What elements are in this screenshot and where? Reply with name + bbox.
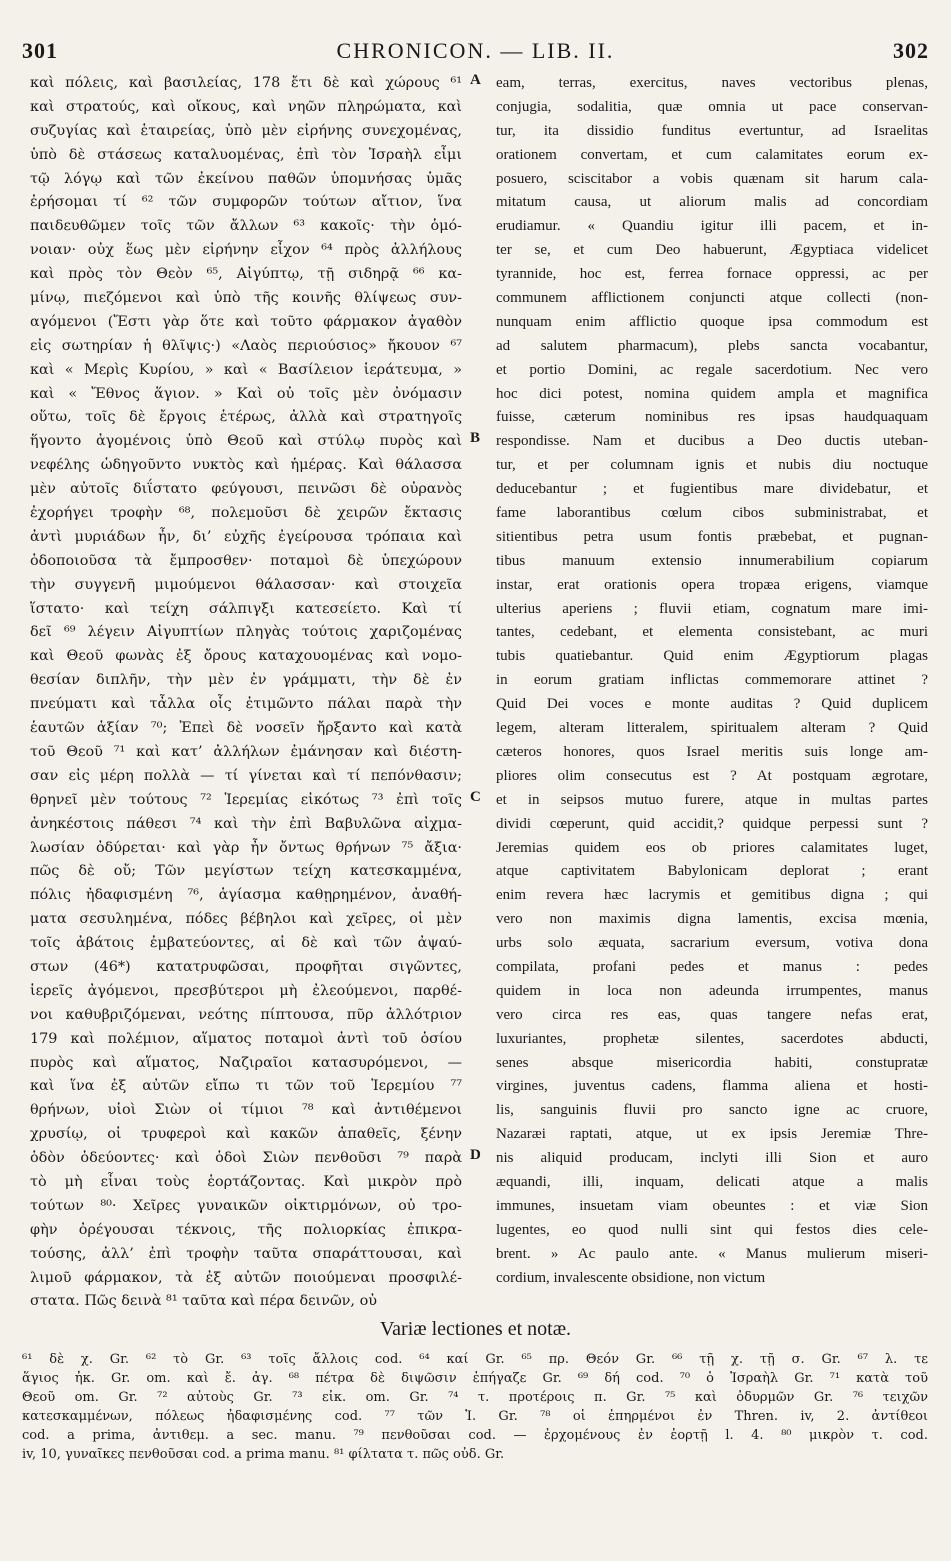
greek-text-line: ἐρήσομαι τί ⁶² τῶν συμφορῶν τούτων αἴτιον, ἵνα — [30, 194, 462, 211]
page-header — [22, 38, 929, 68]
latin-text-line: communem afflictionem conjuncti atque collecti (non- — [496, 290, 928, 307]
latin-text-line: pliores olim consecutus est ? At postquam ægrotare, — [496, 767, 928, 784]
greek-text-line: φὴν ὀρέγουσαι τέκνοις, τῆς πολιορκίας ἐπικρα- — [30, 1221, 462, 1238]
greek-text-line: λωσίαν ὀδύρεται· καὶ γὰρ ἦν ὄντως θρήνων ⁷⁵ ἄξια· — [30, 839, 462, 856]
greek-text-line: ματα σεσυλημένα, πόδες βέβηλοι καὶ χεῖρες, οἱ μὲν — [30, 911, 462, 928]
greek-text-line: 179 καὶ πολέμιον, αἵματος ποταμοὶ ἀντὶ τοῦ ὁσίου — [30, 1030, 462, 1047]
greek-text-line: ὁδοποιοῦσα τὰ ἔμπροσθεν· ποταμοὶ δὲ ὑπεχώρουν — [30, 552, 462, 569]
latin-text-line: sitientibus petra usum fontis præbebat, et pugnan- — [496, 528, 928, 545]
note-line: cod. a prima, ἀντιθεμ. a sec. manu. ⁷⁹ πενθοῦσαι cod. — ἐρχομένους ἐν ἑορτῇ l. 4. ⁸⁰ μικρὸν τ. cod. — [22, 1428, 928, 1443]
greek-text-line: εἰς σωτηρίαν ἡ θλῖψις·) «Λαὸς περιούσιος» ἤκουον ⁶⁷ — [30, 337, 462, 354]
greek-text-line: τοῖς ἀβάτοις ἐμβατεύοντες, αἱ δὲ καὶ τῶν ἀψαύ- — [30, 935, 462, 952]
left-page-number: 301 — [22, 38, 58, 63]
latin-text-line: atque captivitatem Babylonicam deplorat ; erant — [496, 863, 928, 880]
greek-text-line: λιμοῦ φάρμακον, τὰ ἐξ αὐτῶν ποιούμεναι προσφιλέ- — [30, 1269, 462, 1286]
latin-text-line: vero circa res eas, quas tangere nefas erat, — [496, 1006, 928, 1023]
note-line: Θεοῦ om. Gr. ⁷² αὐτοὺς Gr. ⁷³ εἰκ. om. Gr. ⁷⁴ τ. προτέροις π. Gr. ⁷⁵ καὶ ὀδυρμῶν Gr. ⁷⁶ τειχῶν — [22, 1390, 928, 1405]
greek-text-line: χρυσίῳ, οἱ τρυφεροὶ καὶ κακῶν ἀπαθεῖς, ξένην — [30, 1126, 462, 1143]
greek-text-line: μὲν αὐτοῖς διΐστατο φεύγουσι, πεινῶσι δὲ οὐρανὸς — [30, 481, 462, 498]
greek-text-line: τὸ μὴ εἶναι τοὺς ἑορτάζοντας. Καὶ μικρὸν πρὸ — [30, 1173, 462, 1190]
note-line: ⁶¹ δὲ χ. Gr. ⁶² τὸ Gr. ⁶³ τοῖς ἄλλοις cod. ⁶⁴ καί Gr. ⁶⁵ πρ. Θεόν Gr. ⁶⁶ τῇ χ. τῇ σ. Gr. ⁶⁷ λ. τε — [22, 1352, 928, 1367]
greek-text-line: ἥγοντο ἀγομένοις ὑπὸ Θεοῦ καὶ στύλῳ πυρὸς καὶ — [30, 433, 462, 450]
latin-text-line: cæteros honores, quos Israel meritis suis longe am- — [496, 743, 928, 760]
greek-text-line: τὴν συγγενῆ μιμούμενοι θάλασσαν· καὶ στοιχεῖα — [30, 576, 462, 593]
latin-text-line: urbs solo æquata, sacrarium eversum, votiva dona — [496, 935, 928, 952]
latin-text-line: lugentes, eo quod nulli sint qui festos dies cele- — [496, 1221, 928, 1238]
latin-text-line: orationem convertam, et cum calamitates eorum ex- — [496, 146, 928, 163]
greek-text-line: ἱερεῖς ἀγόμενοι, πρεσβύτεροι μὴ ἐλεούμενοι, παρθέ- — [30, 982, 462, 999]
greek-text-line: αγόμενοι (Ἔστι γὰρ ὅτε καὶ τοῦτο φάρμακον ἀγαθὸν — [30, 313, 462, 330]
greek-text-line: στατα. Πῶς δεινὰ ⁸¹ ταῦτα καὶ πέρα δεινῶν, οὐ — [30, 1293, 377, 1310]
greek-text-line: μίνῳ, πιεζόμενοι καὶ ὑπὸ τῆς κοινῆς θλίψεως συν- — [30, 290, 462, 307]
greek-text-line: τῷ λόγῳ καὶ τῶν ἐκείνου παθῶν ὑπομνήσας ὑμᾶς — [30, 170, 462, 187]
latin-text-line: cordium, invalescente obsidione, non victum — [496, 1269, 766, 1286]
latin-text-line: æquandi, illi, inquam, delicati atque a malis — [496, 1173, 928, 1190]
latin-text-line: in eorum gratiam inflictas commemorare attinet ? — [496, 672, 928, 689]
latin-text-line: immunes, insuetam viam obeuntes : et viæ Sion — [496, 1197, 928, 1214]
latin-text-line: erudiamur. « Quandiu igitur illi pacem, et in- — [496, 218, 928, 235]
latin-text-line: respondisse. Nam et ducibus a Deo ductis uteban- — [496, 433, 928, 450]
latin-text-line: et in seipsos mutuo furere, atque in multas partes — [496, 791, 928, 808]
greek-text-line: πῶς δὲ οὔ; Τῶν μεγίστων τείχη κατεσκαμμένα, — [30, 863, 462, 880]
latin-text-line: fame laborantibus cœlum cibos subministrabat, et — [496, 505, 928, 522]
latin-column — [496, 72, 928, 1290]
latin-text-line: ter se, et cum Deo habuerunt, Ægyptiaca videlicet — [496, 242, 928, 259]
latin-text-line: tubis quatiebantur. Quid enim Ægyptiorum plagas — [496, 648, 928, 665]
latin-text-line: vero non maximis digna lamentis, excisa mœnia, — [496, 911, 928, 928]
greek-text-line: νοιαν· οὐχ ἕως μὲν εἰρήνην εἶχον ⁶⁴ πρὸς ἀλλήλους — [30, 242, 462, 259]
greek-text-line: συζυγίας καὶ ἑταιρείας, ὑπὸ μὲν εἰρήνης συνεχομένας, — [30, 122, 462, 139]
greek-text-line: πόλις ἠδαφισμένη ⁷⁶, ἁγίασμα καθῃρημένον, ἀναθή- — [30, 887, 462, 904]
greek-text-line: θρήνων, υἱοὶ Σιὼν οἱ τίμιοι ⁷⁸ καὶ ἀντιθέμενοι — [30, 1102, 462, 1119]
latin-text-line: brent. » Ac paulo ante. « Manus mulierum miseri- — [496, 1245, 928, 1262]
greek-text-line: τοῦ Θεοῦ ⁷¹ καὶ κατ’ ἀλλήλων ἐμάνησαν καὶ διέστη- — [30, 743, 462, 760]
greek-column — [30, 72, 462, 1314]
variant-notes — [22, 1350, 928, 1464]
greek-text-line: καὶ « Μερὶς Κυρίου, » καὶ « Βασίλειον ἱεράτευμα, » — [30, 361, 462, 378]
greek-text-line: καὶ ἵνα ἐξ αὐτῶν εἴπω τι τῶν τοῦ Ἱερεμίου ⁷⁷ — [30, 1078, 462, 1095]
latin-text-line: quidem in loca non adeunda irrumpentes, manus — [496, 982, 928, 999]
latin-text-line: conjugia, sodalitia, quæ omnia ut pace conservan- — [496, 98, 928, 115]
greek-text-line: θρηνεῖ μὲν τούτους ⁷² Ἱερεμίας εἰκότως ⁷³ ἐπὶ τοῖς — [30, 791, 462, 808]
latin-text-line: senes absque misericordia habiti, constupratæ — [496, 1054, 928, 1071]
latin-text-line: et portio Domini, ac regale sacerdotium. Nec vero — [496, 361, 928, 378]
note-line: κατεσκαμμένων, πόλεως ἠδαφισμένης cod. ⁷⁷ τῶν Ἱ. Gr. ⁷⁸ οἱ ἐπηρμένοι ἐν Thren. iv, 2. ἀντίθεοι — [22, 1409, 928, 1424]
running-title: CHRONICON. — LIB. II. — [336, 38, 615, 63]
latin-text-line: deducebantur ; et fugientibus mare dividebatur, et — [496, 481, 928, 498]
latin-text-line: tibus manuum extensio innumerabilium copiarum — [496, 552, 928, 569]
greek-text-line: καὶ « Ἔθνος ἅγιον. » Καὶ οὐ τοῖς μὲν ὀνόμασιν — [30, 385, 462, 402]
greek-text-line: ὁδὸν ὁδεύοντες· καὶ ὁδοὶ Σιὼν πενθοῦσι ⁷⁹ παρὰ — [30, 1150, 462, 1167]
greek-text-line: ὑπὸ δὲ στάσεως καταλυομένας, ἐπὶ τὸν Ἰσραὴλ εἶμι — [30, 146, 462, 163]
latin-text-line: tantes, cedebant, et elementa consistebant, ac muri — [496, 624, 928, 641]
greek-text-line: δεῖ ⁶⁹ λέγειν Αἰγυπτίων πληγὰς τούτοις χαριζομένας — [30, 624, 462, 641]
greek-text-line: πυρὸς καὶ αἵματος, Ναζιραῖοι κατασυρόμενοι, — — [30, 1054, 462, 1071]
section-marker-c: C — [470, 789, 481, 805]
latin-text-line: tyrannide, hoc est, ferrea fornace oppressi, ac per — [496, 266, 928, 283]
latin-text-line: tur, ita dissidio funditus evertuntur, ad Israelitas — [496, 122, 928, 139]
latin-text-line: eam, terras, exercitus, naves vectoribus plenas, — [496, 75, 928, 91]
latin-text-line: lis, sanguinis fluvii pro sancto igne ac cruore, — [496, 1102, 928, 1119]
greek-text-line: στων (46*) κατατρυφῶσαι, προφῆται σιγῶντες, — [30, 958, 462, 975]
latin-text-line: instar, erat orationis opera tropæa erigens, viamque — [496, 576, 928, 593]
latin-text-line: nunquam enim afflictio quoque ipsa commodum est — [496, 313, 928, 330]
greek-text-line: νεφέλης ὡδηγοῦντο νυκτὸς καὶ ἡμέρας. Καὶ θάλασσα — [30, 457, 462, 474]
notes-heading: Variæ lectiones et notæ. — [379, 1318, 572, 1340]
greek-text-line: πνεύματι καὶ τἆλλα οἷς ἐτιμῶντο πάλαι παρὰ τὴν — [30, 696, 462, 713]
right-page-number: 302 — [892, 38, 929, 63]
latin-text-line: fuisse, cæterum nominibus res ipsas haudquaquam — [496, 409, 928, 426]
latin-text-line: hoc dici potest, nomina quidem ampla et magnifica — [496, 385, 928, 402]
greek-text-line: καὶ πρὸς τὸν Θεὸν ⁶⁵, Αἰγύπτῳ, τῇ σιδηρᾷ ⁶⁶ κα- — [30, 266, 462, 283]
latin-text-line: Quid Dei voces e monte auditas ? Quid duplicem — [496, 696, 928, 713]
greek-text-line: καὶ Θεοῦ φωνὰς ἐξ ὄρους καταχουομένας καὶ νομο- — [30, 648, 462, 665]
latin-text-line: Nazaræi raptati, atque, ut ex ipsis Jeremiæ Thre- — [496, 1126, 928, 1143]
latin-text-line: virgines, juventus cadens, flamma aliena et hosti- — [496, 1078, 928, 1095]
latin-text-line: posuero, sciscitabor a vobis quænam sit harum cala- — [496, 170, 928, 187]
greek-text-line: τούσης, ἀλλ’ ἐπὶ τροφὴν ταῦτα σπαράττουσαι, καὶ — [30, 1245, 462, 1262]
note-line: iv, 10, γυναῖκες πενθοῦσαι cod. a prima manu. ⁸¹ φίλτατα τ. πῶς οὐδ. Gr. — [22, 1447, 505, 1462]
latin-text-line: enim revera hæc lacrymis et gemitibus digna ; qui — [496, 887, 928, 904]
greek-text-line: ἵστατο· καὶ τείχη σάλπιγξι κατεσείετο. Καὶ τί — [30, 600, 462, 617]
greek-text-line: ἀντὶ μυριάδων ἦν, δι’ εὐχῆς ἐγείρουσα τρόπαια καὶ — [30, 528, 462, 545]
latin-text-line: dividi cœperunt, quid accidit,? quidque perpessi sunt ? — [496, 815, 928, 832]
latin-text-line: tur, et per columnam ignis et nubis diu noctuque — [496, 457, 928, 474]
greek-text-line: ἀνηκέστοις πάθεσι ⁷⁴ καὶ τὴν ἐπὶ Βαβυλῶνα αἰχμα- — [30, 815, 462, 832]
section-marker-d: D — [470, 1147, 481, 1163]
latin-text-line: Jeremias quidem eos ob priores calamitates luget, — [496, 839, 928, 856]
latin-text-line: nis aliquid producam, inclyti illi Sion et auro — [496, 1150, 928, 1167]
latin-text-line: luxuriantes, prophetæ silentes, sacerdotes abducti, — [496, 1030, 928, 1047]
greek-text-line: τούτων ⁸⁰· Χεῖρες γυναικῶν οἰκτιρμόνων, οὐ τρο- — [30, 1197, 462, 1214]
greek-text-line: καὶ πόλεις, καὶ βασιλείας, 178 ἔτι δὲ καὶ χώρους ⁶¹ — [30, 75, 462, 91]
greek-text-line: θεσίαν διπλῆν, τὴν μὲν ἐν γράμματι, τὴν δὲ ἐν — [30, 672, 462, 689]
greek-text-line: σαν εἰς μέρη πολλὰ — τί γίνεται καὶ τί πεπόνθασιν; — [30, 767, 462, 784]
latin-text-line: mitatum causa, ut aliorum malis ad concordiam — [496, 194, 928, 211]
latin-text-line: ulterius aperiens ; fluvii etiam, cognatum mare imi- — [496, 600, 928, 617]
greek-text-line: παιδευθῶμεν τοῖς τῶν ἄλλων ⁶³ κακοῖς· τὴν ὁμό- — [30, 218, 462, 235]
latin-text-line: compilata, profani pedes et manus : pedes — [496, 958, 928, 975]
latin-text-line: ad salutem pharmacum), plebs sancta vocabantur, — [496, 337, 928, 354]
section-marker-a: A — [470, 72, 481, 88]
latin-text-line: legem, alteram litteralem, spiritualem alteram ? Quid — [496, 720, 928, 737]
section-marker-b: B — [470, 430, 481, 446]
greek-text-line: καὶ στρατούς, καὶ οἴκους, καὶ νηῶν πληρώματα, καὶ — [30, 98, 462, 115]
greek-text-line: ἑαυτῶν ἀξίαν ⁷⁰; Ἐπεὶ δὲ νοσεῖν ἤρξαντο καὶ κατὰ — [30, 720, 462, 737]
greek-text-line: οὕτω, τοῖς δὲ ἔργοις ἑτέρως, ἀλλὰ καὶ στρατηγοῖς — [30, 409, 462, 426]
note-line: ἅγιος ἠκ. Gr. om. καὶ ἔ. ἀγ. ⁶⁸ πέτρα δὲ διψῶσιν ἐπήγαζε Gr. ⁶⁹ δή cod. ⁷⁰ ὁ Ἰσραὴλ Gr. ⁷¹ κατὰ τοῦ — [22, 1371, 928, 1386]
greek-text-line: νοι καθυβριζόμεναι, νεότης πίπτουσα, πῦρ ἀλλότριον — [30, 1006, 462, 1023]
greek-text-line: ἐχορήγει τροφὴν ⁶⁸, πολεμοῦσι δὲ χειρῶν ἔκτασις — [30, 505, 462, 522]
